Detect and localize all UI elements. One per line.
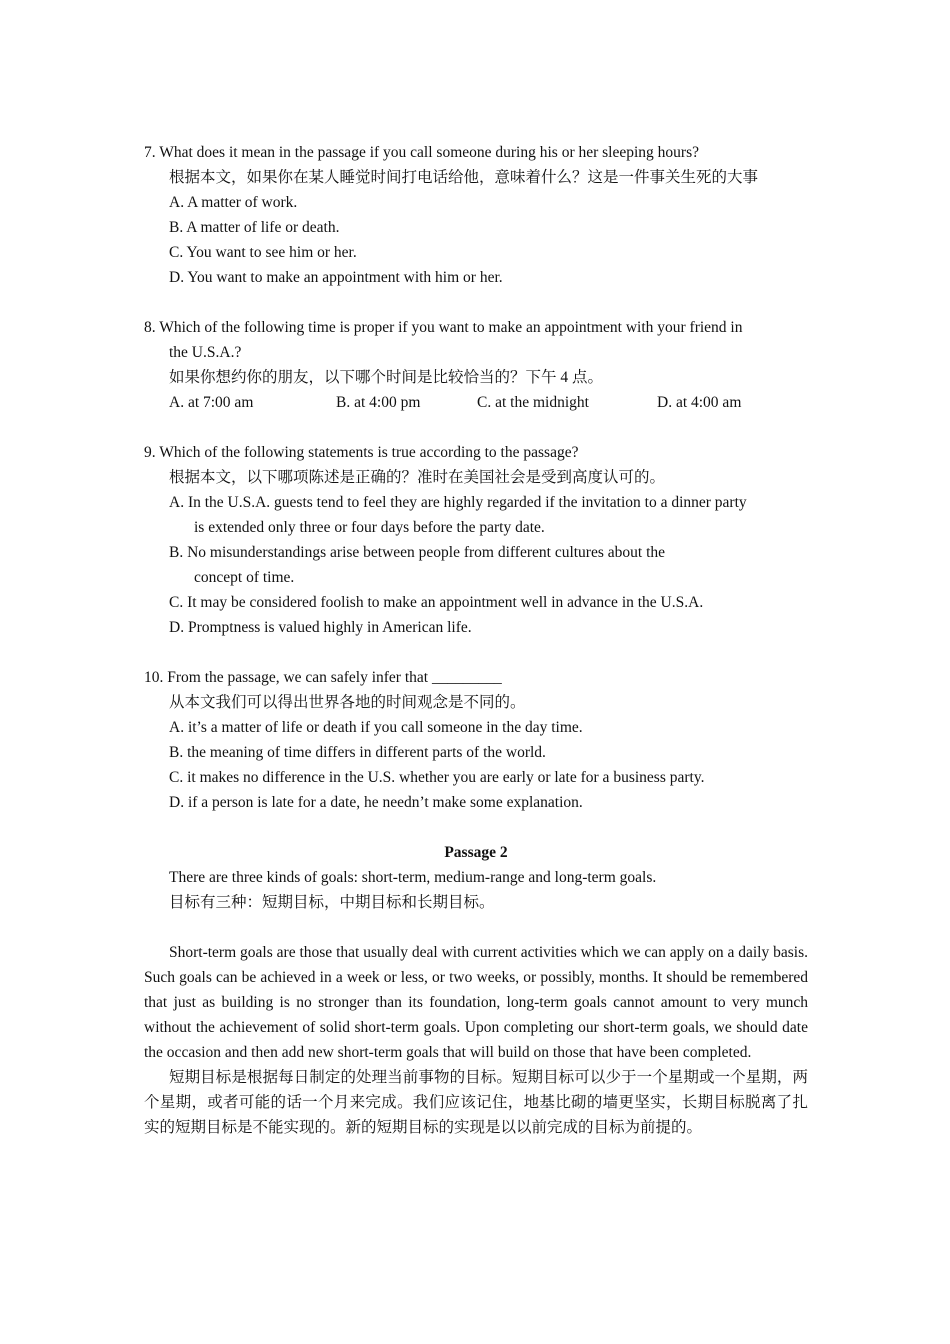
- option-b: B. at 4:00 pm: [336, 394, 421, 411]
- passage-intro: There are three kinds of goals: short-term, medium-range and long-term goals.: [169, 869, 657, 886]
- option-a-continued: is extended only three or four days before the party date.: [194, 519, 545, 536]
- question-10: [144, 665, 808, 815]
- spacer: [144, 640, 808, 665]
- passage-paragraph: Short-term goals are those that usually deal with current activities which we can apply on a daily basis. Such goals can be achieved in a week or less, or two weeks, or possibly, months. It should be remembered that just as building is no stronger than its foundation, long-term goals cannot amount to very munch without the achievement of solid short-term goals. Upon completing our short-term goals, we should date the occasion and then add new short-term goals that will build on those that have been completed.: [144, 944, 808, 1061]
- document-page: [144, 140, 808, 1140]
- option-c: C. at the midnight: [477, 394, 589, 411]
- option-b: B. the meaning of time differs in different parts of the world.: [169, 744, 546, 761]
- passage-2: [144, 840, 808, 1140]
- option-c: C. it makes no difference in the U.S. whether you are early or late for a business party.: [169, 769, 705, 786]
- question-text: 10. From the passage, we can safely infer that _________: [144, 669, 502, 686]
- spacer: [144, 915, 808, 940]
- option-a: A. In the U.S.A. guests tend to feel they are highly regarded if the invitation to a dinner party: [169, 494, 747, 511]
- question-translation: 根据本文，如果你在某人睡觉时间打电话给他，意味着什么？这是一件事关生死的大事: [169, 169, 759, 186]
- passage-intro-translation: 目标有三种：短期目标，中期目标和长期目标。: [169, 894, 495, 911]
- passage-paragraph-translation: 短期目标是根据每日制定的处理当前事物的目标。短期目标可以少于一个星期或一个星期，两个星期，或者可能的话一个月来完成。我们应该记住，地基比砌的墙更坚实，长期目标脱离了扎实的短期目标是不能实现的。新的短期目标的实现是以以前完成的目标为前提的。: [144, 1069, 808, 1136]
- question-text-continued: the U.S.A.?: [169, 344, 242, 361]
- option-a: A. it’s a matter of life or death if you call someone in the day time.: [169, 719, 583, 736]
- option-b: B. A matter of life or death.: [169, 219, 340, 236]
- question-translation: 从本文我们可以得出世界各地的时间观念是不同的。: [169, 694, 526, 711]
- option-b-continued: concept of time.: [194, 569, 295, 586]
- passage-title: Passage 2: [444, 844, 508, 861]
- option-b: B. No misunderstandings arise between people from different cultures about the: [169, 544, 666, 561]
- spacer: [144, 290, 808, 315]
- question-translation: 根据本文，以下哪项陈述是正确的？准时在美国社会是受到高度认可的。: [169, 469, 666, 486]
- question-text: 8. Which of the following time is proper if you want to make an appointment with your friend in: [144, 319, 743, 336]
- question-text: 7. What does it mean in the passage if you call someone during his or her sleeping hours?: [144, 144, 699, 161]
- spacer: [144, 815, 808, 840]
- question-7: [144, 140, 808, 290]
- option-d: D. Promptness is valued highly in American life.: [169, 619, 472, 636]
- question-text: 9. Which of the following statements is true according to the passage?: [144, 444, 579, 461]
- question-8: [144, 315, 808, 415]
- option-c: C. It may be considered foolish to make an appointment well in advance in the U.S.A.: [169, 594, 704, 611]
- option-c: C. You want to see him or her.: [169, 244, 357, 261]
- options-row: [144, 390, 808, 415]
- question-9: [144, 440, 808, 640]
- option-d: D. You want to make an appointment with him or her.: [169, 269, 503, 286]
- option-a: A. A matter of work.: [169, 194, 298, 211]
- option-d: D. if a person is late for a date, he needn’t make some explanation.: [169, 794, 583, 811]
- option-d: D. at 4:00 am: [657, 394, 742, 411]
- spacer: [144, 415, 808, 440]
- question-translation: 如果你想约你的朋友，以下哪个时间是比较恰当的？下午 4 点。: [169, 369, 604, 386]
- option-a: A. at 7:00 am: [169, 394, 254, 411]
